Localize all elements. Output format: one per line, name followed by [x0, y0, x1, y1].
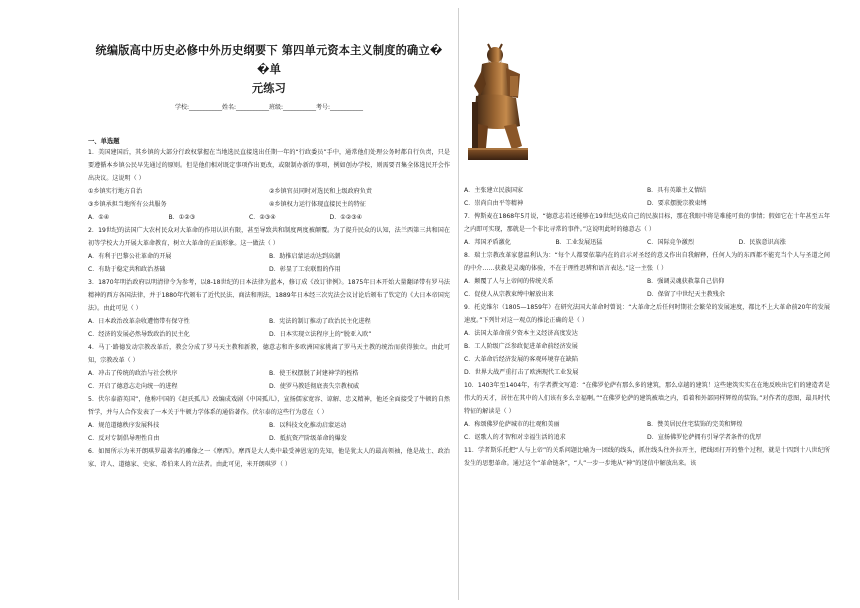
- question-10: [464, 379, 830, 444]
- option-a[interactable]: A．冲击了传统的政治与社会秩序: [88, 370, 178, 377]
- option-b[interactable]: B．工人阶级广泛参政促进革命前经济发展: [464, 343, 578, 350]
- question-1-statements: [88, 185, 450, 211]
- question-5: [88, 393, 450, 445]
- question-7-options: [464, 236, 830, 249]
- option-b[interactable]: B．强调灵魂获救靠自己信仰: [647, 278, 725, 285]
- statement-3: ③乡镇承担当地所有公共服务: [88, 201, 167, 208]
- option-d[interactable]: D．民族意识高涨: [738, 239, 786, 246]
- question-6-options: [464, 184, 830, 210]
- statement-4: ④乡镇权力运行体现直接民主的特征: [269, 201, 366, 208]
- question-2-options: [88, 250, 450, 276]
- question-8-stem: 8．瑞士宗教改革家慈温利认为：“每个人都要依靠内在的启示对圣经的意义作出自我解释，任何人为的东西都不能充当个人与圣道之间的中介……获救是灵魂的体验，不在于理性思辨和语言表达。”这一主张（ ）: [464, 252, 830, 272]
- option-d[interactable]: D．日本实现立法程序上的“脱亚入欧”: [269, 331, 372, 338]
- option-c[interactable]: C．促使人从宗教束缚中解放出来: [464, 291, 554, 298]
- option-b[interactable]: B．助推启蒙运动达到高潮: [269, 253, 341, 260]
- option-b[interactable]: B．工业发展迅猛: [555, 239, 603, 246]
- question-6-stem: 6．如图所示为米开朗琪罗最著名的雕像之一《摩西》。摩西是大人类中最受神恩宠的先知，他是犹太人的最高领袖，他是战士、政治家、诗人、道德家、史家、希伯来人的立法者。由此可见，米开朗琪罗（ ）: [88, 448, 450, 468]
- option-c[interactable]: C．国际竞争激烈: [647, 239, 694, 246]
- option-c[interactable]: C．反对专制倡导理性自由: [88, 435, 160, 442]
- document-title: [88, 41, 450, 98]
- option-c[interactable]: C．经济的发展必然导致政治的民主化: [88, 331, 190, 338]
- moses-statue-icon: [464, 40, 532, 162]
- option-a[interactable]: A．邦国矛盾激化: [464, 239, 511, 246]
- question-6: [88, 445, 450, 471]
- option-c[interactable]: C．②③④: [249, 214, 276, 221]
- option-a[interactable]: A．规范道德秩序发展科技: [88, 422, 160, 429]
- option-b[interactable]: B．使王权摆脱了封建神学的桎梏: [269, 370, 359, 377]
- question-9-options: [464, 327, 830, 379]
- column-divider: [458, 8, 459, 600]
- question-1-options: [88, 211, 450, 224]
- question-5-stem: 5．伏尔泰游英国”，他称中国的《赵氏孤儿》改编成戏剧《中国孤儿》，宣扬儒家宽容、谅解、忠义精神，他还全面接受了牛顿的自然哲学，并与人合作发表了一本关于牛顿力学体系的通俗著作。伏尔泰的这些行为意在（ ）: [88, 396, 450, 416]
- statement-2: ②乡镇官员同时对选民和上级政府负责: [269, 188, 372, 195]
- question-1: [88, 146, 450, 224]
- option-d[interactable]: D．①②③④: [329, 214, 363, 221]
- statement-1: ①乡镇实行地方自治: [88, 188, 143, 195]
- option-d[interactable]: D．使罗马教廷彻底丧失宗教权威: [269, 383, 360, 390]
- question-7-stem: 7．俾斯麦在1868年5月说，“德意志若还能够在19世纪达成自己的民族目标，那在我眼中将是难能可贵的事情；假如它在十年甚至五年之内即可实现，那就是一个非比寻常的事件。”这说明此时的德意志（ ）: [464, 213, 830, 233]
- option-a[interactable]: A．颠覆了人与上帝间的传统关系: [464, 278, 554, 285]
- option-b[interactable]: B．具有英雄主义情结: [647, 187, 707, 194]
- title-line-2: 元练习: [251, 82, 287, 95]
- question-10-options: [464, 418, 830, 444]
- option-c[interactable]: C．讴歌人的才智和对幸福生活的追求: [464, 434, 566, 441]
- option-a[interactable]: A．法国大革命前夕资本主义经济高度发达: [464, 330, 578, 337]
- section-heading: 一、单选题: [88, 138, 120, 145]
- question-10-stem: 10．1403年至1404年，有学者撰文写道：“在佛罗伦萨有那么多的建筑，那么卓越的建筑！这些建筑实实在在地反映出它们的建造者是伟大的天才，居住在其中的人们该有多么幸福啊。”“在佛罗伦萨的建筑被墙之内，看着和外部同样辉煌的装饰。”对作者的意图，最具时代特征的解读是（ ）: [464, 382, 830, 415]
- option-d[interactable]: D．抵抗资产阶级革命的爆发: [269, 435, 347, 442]
- option-c[interactable]: C．有助于稳定共和政治基础: [88, 266, 166, 273]
- option-b[interactable]: B．以科技文化推动启蒙运动: [269, 422, 347, 429]
- option-c[interactable]: C．大革命后经济发展的客观环境存在缺陷: [464, 356, 578, 363]
- right-column: [464, 0, 830, 470]
- question-8-options: [464, 275, 830, 301]
- moses-statue-image: [464, 40, 532, 162]
- title-line-1: 统编版高中历史必修中外历史纲要下 第四单元资本主义制度的确立� �单: [95, 44, 443, 76]
- option-a[interactable]: A．①④: [88, 214, 110, 221]
- question-1-stem: 1．美国建国后，其乡镇的大部分行政权掌握在当地选民直接选出任期一年的“行政委员”手中，通常他们处理公务时都自行负责，只是要遵循本乡镇公民早先通过的原则。但是他们相对既定事项作出更改，或限制办新的事项，例如创办学校，则需要召集全体选民开会作出决议。这说明（ ）: [88, 149, 450, 182]
- left-column: [88, 0, 450, 471]
- question-11-stem: 11．学者斯乐托把“人与上帝”的关系问题比喻为一团线的线头，抓住线头往外拉开主，把线团打开的整个过程，就是十四到十八世纪所发生的思想革命。通过这个“革命链条”，“人”一步一步地从“神”的迷信中解放出来。该: [464, 447, 830, 467]
- question-4-stem: 4．马丁·路德发动宗教改革后，教会分成了罗马天主教和新教，德意志和许多欧洲国家挑离了罗马天主教的统治而获得独立。由此可知，宗教改革（ ）: [88, 344, 450, 364]
- question-3-options: [88, 315, 450, 341]
- option-a[interactable]: A．主张建立民族国家: [464, 187, 524, 194]
- option-b[interactable]: B．赞美居民住宅装饰的完美和辉煌: [647, 421, 743, 428]
- question-9-stem: 9．托克维尔（1805—1859年）在研究法国大革命时曾说：“大革命之后任何时期社会繁荣的发展速度，都比不上大革命前20年的发展速度。”下列针对这一观点的推论正确的是（ ）: [464, 304, 830, 324]
- question-3-stem: 3．1870年明治政府以明清律令为参考，以8-18世纪的日本法律为蓝本，修订成《改订律例》。1875年日本开始大量翻译带有罗马法精神的西方各国法律，并于1880年代颁布了近代民法、商法和刑法，1889年日本经三次宪法会议讨论后颁布了钦定的《大日本帝国宪法》。由此可见（ ）: [88, 279, 450, 312]
- question-4-options: [88, 367, 450, 393]
- option-a[interactable]: A．有利于巴黎公社革命的开展: [88, 253, 172, 260]
- option-d[interactable]: D．彰显了工农联盟的作用: [269, 266, 341, 273]
- option-c[interactable]: C．崇尚自由平等精神: [464, 200, 524, 207]
- question-8: [464, 249, 830, 301]
- option-d[interactable]: D．要求摆脱宗教束缚: [647, 200, 707, 207]
- question-9: [464, 301, 830, 379]
- option-a[interactable]: A．日本政治改革杂收遭惰带有保守性: [88, 318, 190, 325]
- option-d[interactable]: D．世界大战严重打击了欧洲现代工业发展: [464, 369, 579, 376]
- question-4: [88, 341, 450, 393]
- option-b[interactable]: B．宪法的制订推动了政治民主化进程: [269, 318, 371, 325]
- option-c[interactable]: C．开启了德意志走向统一的进程: [88, 383, 178, 390]
- option-d[interactable]: D．保留了中世纪天主教残余: [647, 291, 725, 298]
- option-d[interactable]: D．宣扬佛罗伦萨拥有引导学者条件的优厚: [647, 434, 762, 441]
- question-2-stem: 2．19世纪的法国广大农村民众对大革命的作用认识有限，甚至导致共和制度两度被颠覆。为了提升民众的认知，法兰西第三共和国在初等学校大力开展大革命教育，树立大革命的正面形象。这一做法（ ）: [88, 227, 450, 247]
- question-5-options: [88, 419, 450, 445]
- option-a[interactable]: A．称颂佛罗伦萨城市的壮观和美丽: [464, 421, 560, 428]
- student-info-line: 学校:___________姓名:___________班级:___________考号:___________: [174, 104, 364, 111]
- question-11: [464, 444, 830, 470]
- question-7: [464, 210, 830, 249]
- question-3: [88, 276, 450, 341]
- question-2: [88, 224, 450, 276]
- option-b[interactable]: B．①②③: [168, 214, 196, 221]
